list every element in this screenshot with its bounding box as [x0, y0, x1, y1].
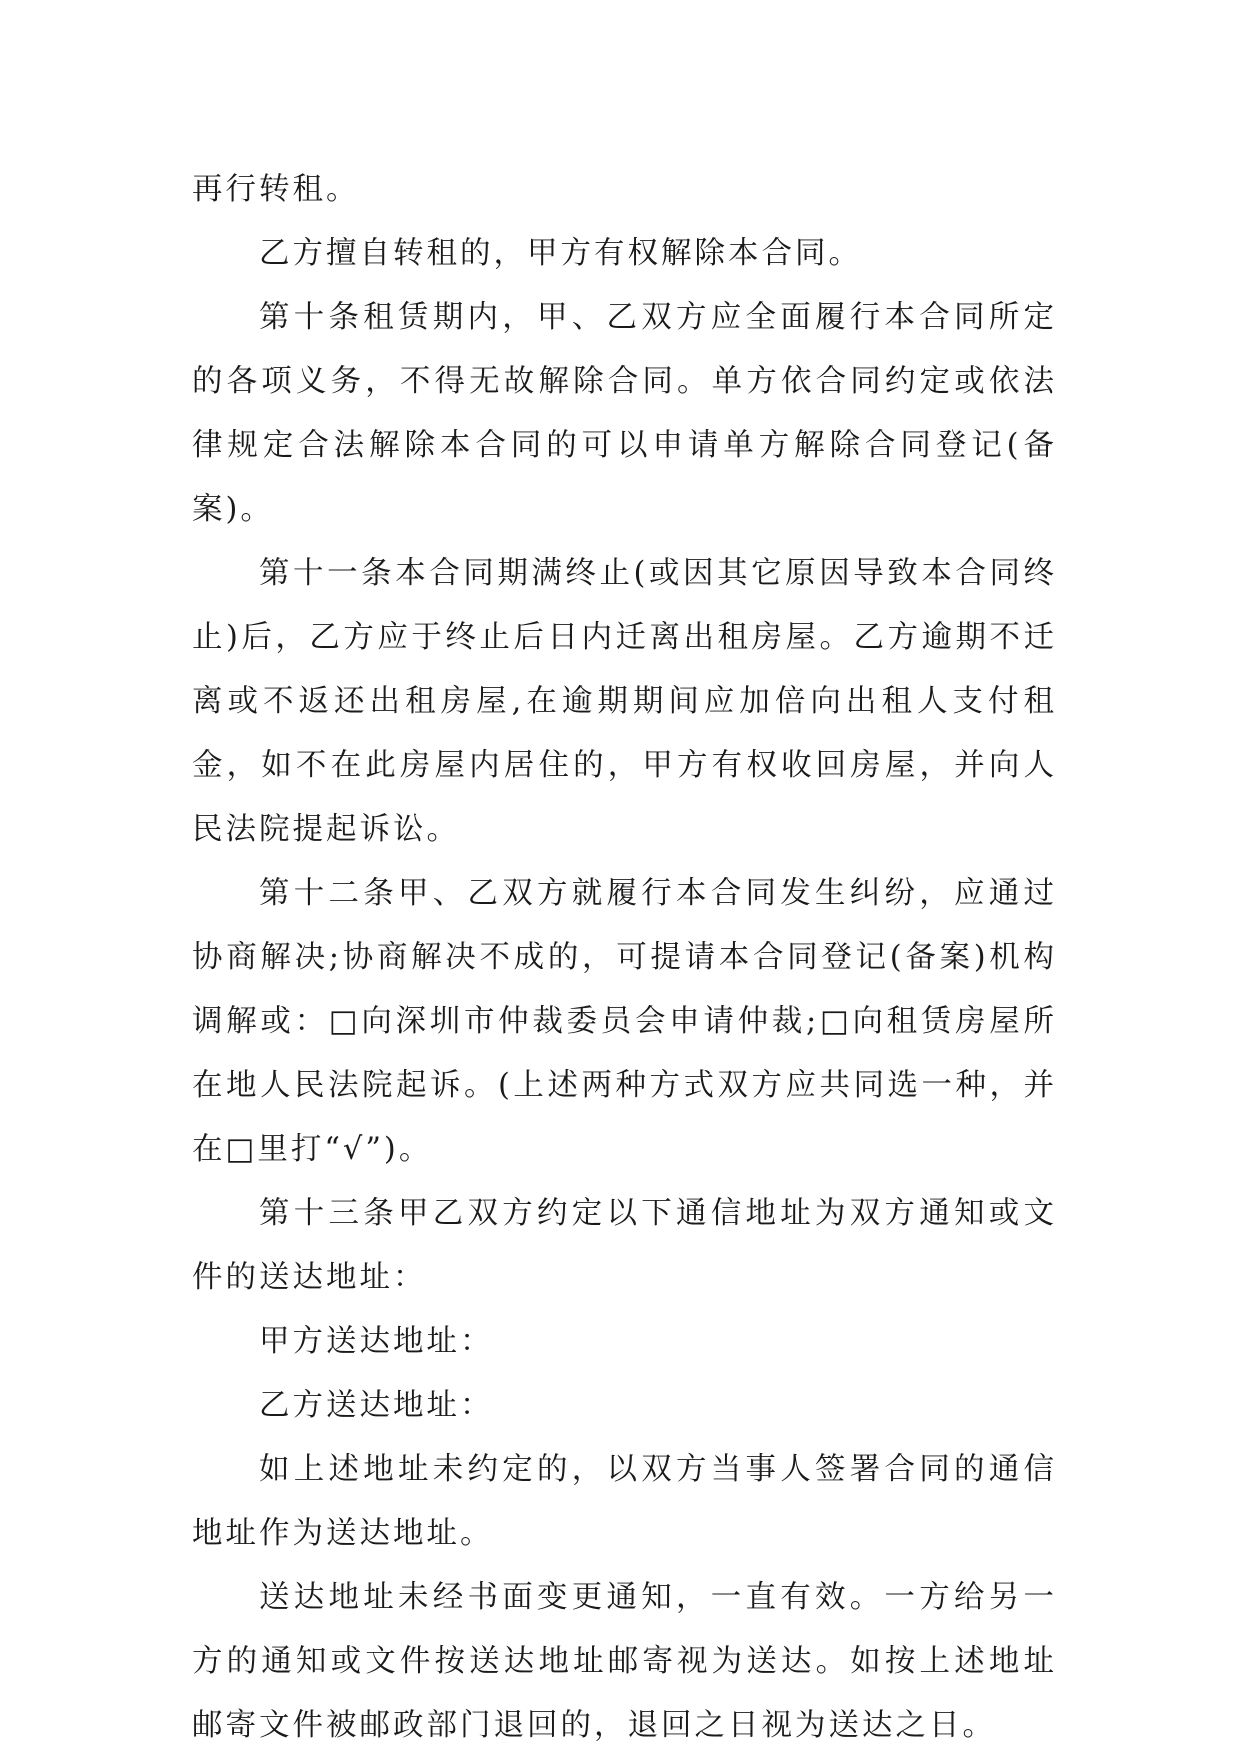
- paragraph-sublease-termination: 乙方擅自转租的，甲方有权解除本合同。: [259, 236, 862, 271]
- paragraph-party-b-address: 乙方送达地址：: [259, 1388, 494, 1423]
- paragraph-article-12: 第十二条甲、乙双方就履行本合同发生纠纷，应通过协商解决;协商解决不成的，可提请本合同登记(备案)机构调解或：□向深圳市仲裁委员会申请仲裁;□向租赁房屋所在地人民法院起诉。(上述两种方式双方应共同选一种，并在□里打“√”)。: [192, 876, 1057, 1167]
- document-body: [192, 158, 1057, 1758]
- paragraph-address-validity: 送达地址未经书面变更通知，一直有效。一方给另一方的通知或文件按送达地址邮寄视为送达。如按上述地址邮寄文件被邮政部门退回的，退回之日视为送达之日。: [192, 1580, 1057, 1743]
- paragraph-default-address: 如上述地址未约定的，以双方当事人签署合同的通信地址作为送达地址。: [192, 1452, 1057, 1551]
- paragraph-article-10: 第十条租赁期内，甲、乙双方应全面履行本合同所定的各项义务，不得无故解除合同。单方依合同约定或依法律规定合法解除本合同的可以申请单方解除合同登记(备案)。: [192, 300, 1057, 527]
- paragraph-party-a-address: 甲方送达地址：: [259, 1324, 494, 1359]
- paragraph-article-13: 第十三条甲乙双方约定以下通信地址为双方通知或文件的送达地址：: [192, 1196, 1057, 1295]
- paragraph-continuation: 再行转租。: [192, 172, 360, 207]
- paragraph-article-11: 第十一条本合同期满终止(或因其它原因导致本合同终止)后，乙方应于终止后日内迁离出租房屋。乙方逾期不迁离或不返还出租房屋,在逾期期间应加倍向出租人支付租金，如不在此房屋内居住的，甲方有权收回房屋，并向人民法院提起诉讼。: [192, 556, 1057, 847]
